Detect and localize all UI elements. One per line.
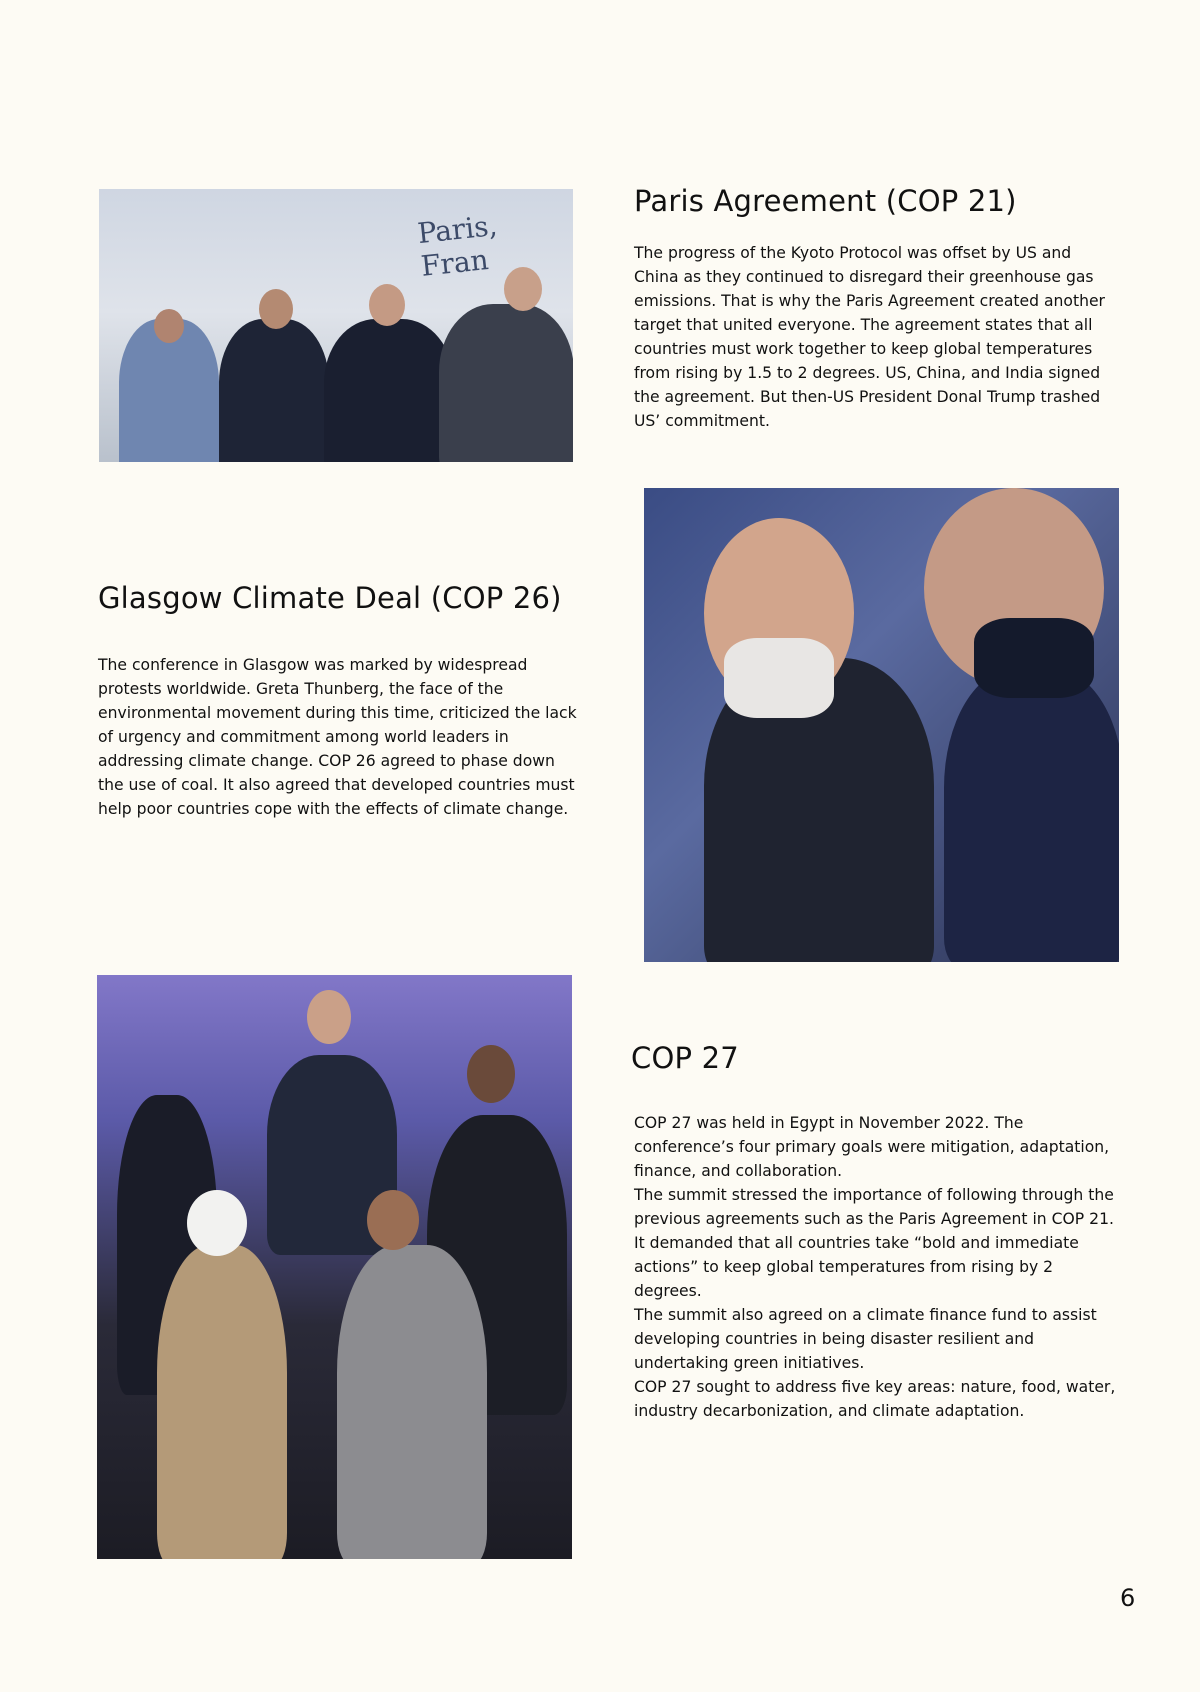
photo-figure bbox=[337, 1245, 487, 1559]
paragraph: The summit also agreed on a climate finance fund to assist developing countries in being disaster resilient and undertaking green initiatives. bbox=[634, 1306, 1097, 1372]
section-body-paris bbox=[634, 241, 1114, 433]
section-title-glasgow: Glasgow Climate Deal (COP 26) bbox=[98, 581, 562, 615]
paragraph: COP 27 sought to address five key areas: nature, food, water, industry decarbonization, and climate adaptation. bbox=[634, 1378, 1116, 1420]
paris-agreement-photo bbox=[99, 189, 573, 462]
photo-figure bbox=[467, 1045, 515, 1103]
cop27-photo bbox=[97, 975, 572, 1559]
paragraph: The conference in Glasgow was marked by widespread protests worldwide. Greta Thunberg, the face of the environmental movement during this time, criticized the lack of urgency and commitment among world leaders in addressing climate change. COP 26 agreed to phase down the use of coal. It also agreed that developed countries must help poor countries cope with the effects of climate change. bbox=[98, 656, 577, 818]
paragraph: COP 27 was held in Egypt in November 2022. The conference’s four primary goals were mitigation, adaptation, finance, and collaboration. bbox=[634, 1114, 1110, 1180]
glasgow-photo bbox=[644, 488, 1119, 962]
photo-figure bbox=[259, 289, 293, 329]
section-body-glasgow bbox=[98, 653, 578, 821]
page-number: 6 bbox=[1120, 1584, 1136, 1612]
section-title-paris: Paris Agreement (COP 21) bbox=[634, 184, 1017, 218]
photo-figure bbox=[369, 284, 405, 326]
paragraph: The progress of the Kyoto Protocol was offset by US and China as they continued to disregard their greenhouse gas emissions. That is why the Paris Agreement created another target that united everyone. The agreement states that all countries must work together to keep global temperatures from rising by 1.5 to 2 degrees. US, China, and India signed the agreement. But then-US President Donal Trump trashed US’ commitment. bbox=[634, 244, 1105, 430]
photo-figure bbox=[219, 319, 329, 462]
photo-figure bbox=[157, 1245, 287, 1559]
paragraph: The summit stressed the importance of following through the previous agreements such as the Paris Agreement in COP 21. It demanded that all countries take “bold and immediate actions” to keep global temperatures from rising by 2 degrees. bbox=[634, 1186, 1114, 1300]
photo-figure bbox=[504, 267, 542, 311]
face-mask bbox=[724, 638, 834, 718]
photo-figure bbox=[154, 309, 184, 343]
photo-figure bbox=[944, 668, 1119, 962]
photo-figure bbox=[307, 990, 351, 1044]
photo-figure bbox=[439, 304, 573, 462]
face-mask bbox=[974, 618, 1094, 698]
photo-sign-text: Paris, Fran bbox=[415, 208, 499, 283]
photo-figure bbox=[324, 319, 454, 462]
section-body-cop27 bbox=[634, 1111, 1124, 1423]
photo-figure bbox=[187, 1190, 247, 1256]
photo-figure bbox=[367, 1190, 419, 1250]
section-title-cop27: COP 27 bbox=[631, 1041, 739, 1075]
